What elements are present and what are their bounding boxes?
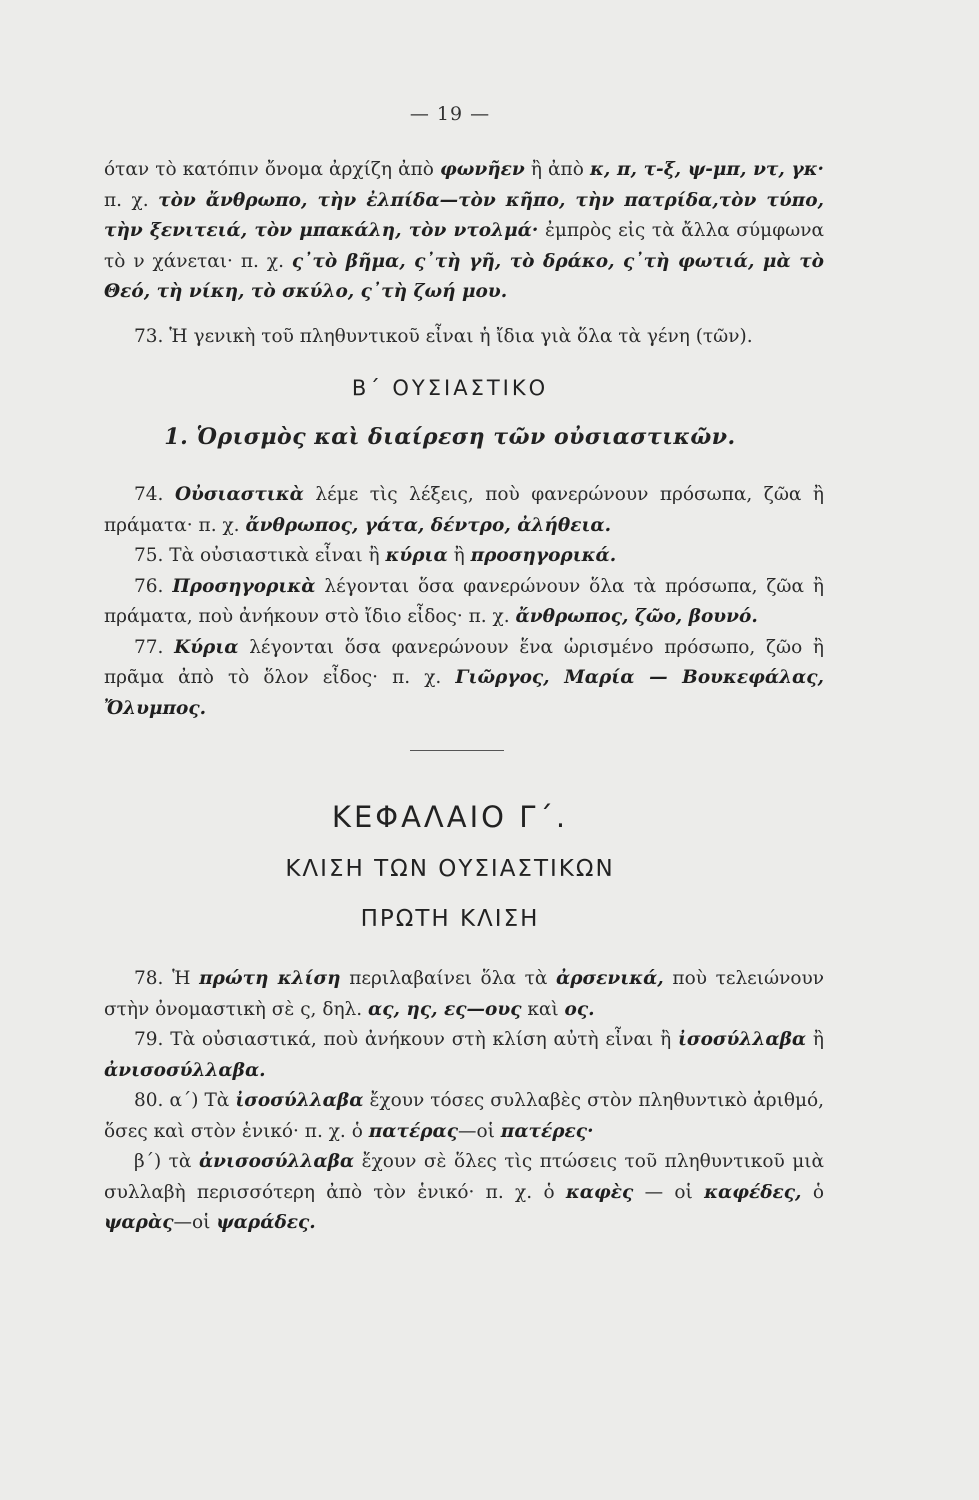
section-heading-b: Β΄ ΟΥΣΙΑΣΤΙΚΟ [351, 376, 549, 400]
emphasis: Γιῶργος, Μαρία — Βουκεφάλας, Ὄλυμπος. [104, 667, 824, 719]
paragraph-number: 77. [134, 636, 175, 658]
text-run: ἢ [447, 545, 471, 566]
text-run: ἔχουν τόσες συλλαβὲς στὸν πληθυντικὸ ἀριθμό, ὅσες καὶ στὸν ἑνικό· π. χ. ὁ [104, 1090, 825, 1142]
text-run: ἢ [806, 1029, 824, 1050]
emphasis: προσηγορικά. [470, 545, 617, 566]
text-run: —οἱ [458, 1120, 501, 1142]
emphasis: ἰσοσύλλαβα [235, 1090, 364, 1111]
emphasis: ος. [564, 998, 595, 1020]
chapter-heading: ΚΕΦΑΛΑΙΟ Γ΄. [331, 800, 569, 834]
text-run: ἔχουν σὲ ὅλες τὶς πτώσεις τοῦ πληθυντικοῦ μιὰ συλλαβὴ περισσότερη ἀπὸ τὸν ἑνικό· π. χ. ὁ [104, 1151, 824, 1203]
paragraph-79 [104, 1025, 824, 1086]
paragraph-80b [104, 1147, 824, 1239]
emphasis: ἀρσενικά, [555, 968, 664, 989]
text-run: 75. Τὰ οὐσιαστικὰ εἶναι ἢ [134, 545, 386, 566]
emphasis: Κύρια [174, 636, 239, 658]
emphasis: πατέρας [368, 1120, 458, 1142]
text-run: 80. α΄) Τὰ [134, 1090, 236, 1111]
text-run: ἢ ἀπὸ [524, 159, 590, 180]
emphasis: ας, ης, ες—ους [368, 998, 522, 1020]
emphasis: Οὐσιαστικὰ [174, 484, 304, 505]
section-intro [104, 155, 824, 308]
text-run: ποὺ τελειώνουν στὴν ὀνομαστικὴ σὲ ς, δηλ. [104, 968, 824, 1020]
emphasis: πατέρες· [500, 1120, 594, 1142]
paragraph-74 [104, 480, 824, 541]
first-declension-heading: ΠΡΩΤΗ ΚΛΙΣΗ [360, 906, 540, 932]
paragraph-78 [104, 964, 824, 1025]
text-run: 79. Τὰ οὐσιαστικά, ποὺ ἀνήκουν στὴ κλίση αὐτὴ εἶναι ἢ [134, 1029, 678, 1050]
paragraph-77 [104, 633, 824, 725]
emphasis: τὸν ἄνθρωπο, τὴν ἐλπίδα—τὸν κῆπο, τὴν πατρίδα,τὸν τύπο, τὴν ξενιτειά, τὸν μπακάλη, τὸν ντολμά· [104, 189, 824, 241]
text-run: ἐμπρὸς εἰς τὰ ἄλλα σύμφωνα τὸ ν χάνεται· π. χ. [104, 220, 824, 272]
paragraph-number: 74. [134, 484, 175, 505]
paragraph-73: 73. Ἡ γενικὴ τοῦ πληθυντικοῦ εἶναι ἡ ἴδια γιὰ ὅλα τὰ γένη (τῶν). [134, 326, 753, 347]
text-run: — οἱ [633, 1181, 705, 1203]
page-number: — 19 — [409, 103, 491, 125]
text-run: καὶ [521, 998, 565, 1020]
paragraph-76 [104, 572, 824, 633]
emphasis: ς᾽τὸ βῆμα, ς᾽τὴ γῆ, τὸ δράκο, ς᾽τὴ φωτιά, μὰ τὸ Θεό, τὴ νίκη, τὸ σκύλο, ς᾽τὴ ζωή μου. [104, 250, 824, 302]
paragraph-80a [104, 1086, 824, 1147]
section-first-declension [104, 964, 824, 1239]
subsection-heading-1: 1. Ὁρισμὸς καὶ διαίρεση τῶν οὐσιαστικῶν. [164, 424, 736, 450]
text-run: π. χ. [104, 189, 159, 211]
text-run: λέγονται ὅσα φανερώνουν ὅλα τὰ πρόσωπα, ζῶα ἢ πράματα, ποὺ ἀνήκουν στὸ ἴδιο εἶδος· π. χ. [104, 575, 824, 627]
emphasis: κύρια [385, 545, 448, 566]
emphasis: ἄνθρωπος, ζῶο, βουνό. [515, 606, 758, 627]
section-divider [410, 750, 504, 751]
emphasis: κ, π, τ-ξ, ψ-μπ, ντ, γκ· [589, 159, 824, 180]
paragraph-intro [104, 155, 824, 308]
emphasis: φωνῆεν [440, 159, 525, 180]
emphasis: ἄνθρωπος, γάτα, δέντρο, ἀλήθεια. [245, 514, 612, 536]
emphasis: καφέδες, [704, 1181, 802, 1203]
emphasis: ἀνισοσύλλαβα [198, 1151, 355, 1172]
paragraph-75 [104, 541, 824, 572]
emphasis: ψαράδες. [216, 1212, 316, 1233]
text-run: περιλαβαίνει ὅλα τὰ [340, 968, 556, 989]
text-run: ὁ [801, 1181, 824, 1203]
text-run: β΄) τὰ [134, 1151, 199, 1172]
emphasis: ψαρὰς [104, 1212, 174, 1233]
text-run: λέγονται ὅσα φανερώνουν ἕνα ὡρισμένο πρόσωπο, ζῶο ἢ πρᾶμα ἀπὸ τὸ ὅλον εἶδος· π. χ. [104, 636, 824, 688]
text-run: —οἱ [173, 1212, 217, 1233]
emphasis: ἀνισοσύλλαβα. [104, 1059, 266, 1081]
emphasis: ἰσοσύλλαβα [677, 1029, 807, 1050]
emphasis: καφὲς [565, 1181, 634, 1203]
declension-heading: ΚΛΙΣΗ ΤΩΝ ΟΥΣΙΑΣΤΙΚΩΝ [285, 856, 615, 882]
section-definitions [104, 480, 824, 724]
paragraph-number: 76. [134, 575, 173, 597]
section-73 [104, 322, 824, 353]
emphasis: πρώτη κλίση [199, 968, 341, 989]
emphasis: Προσηγορικὰ [172, 575, 316, 597]
text-run: λέμε τὶς λέξεις, ποὺ φανερώνουν πρόσωπα, ζῶα ἢ πράματα· π. χ. [104, 484, 825, 536]
text-run: 78. Ἡ [134, 968, 200, 989]
text-run: όταν τὸ κατόπιν ὄνομα ἀρχίζη ἀπὸ [104, 159, 441, 180]
